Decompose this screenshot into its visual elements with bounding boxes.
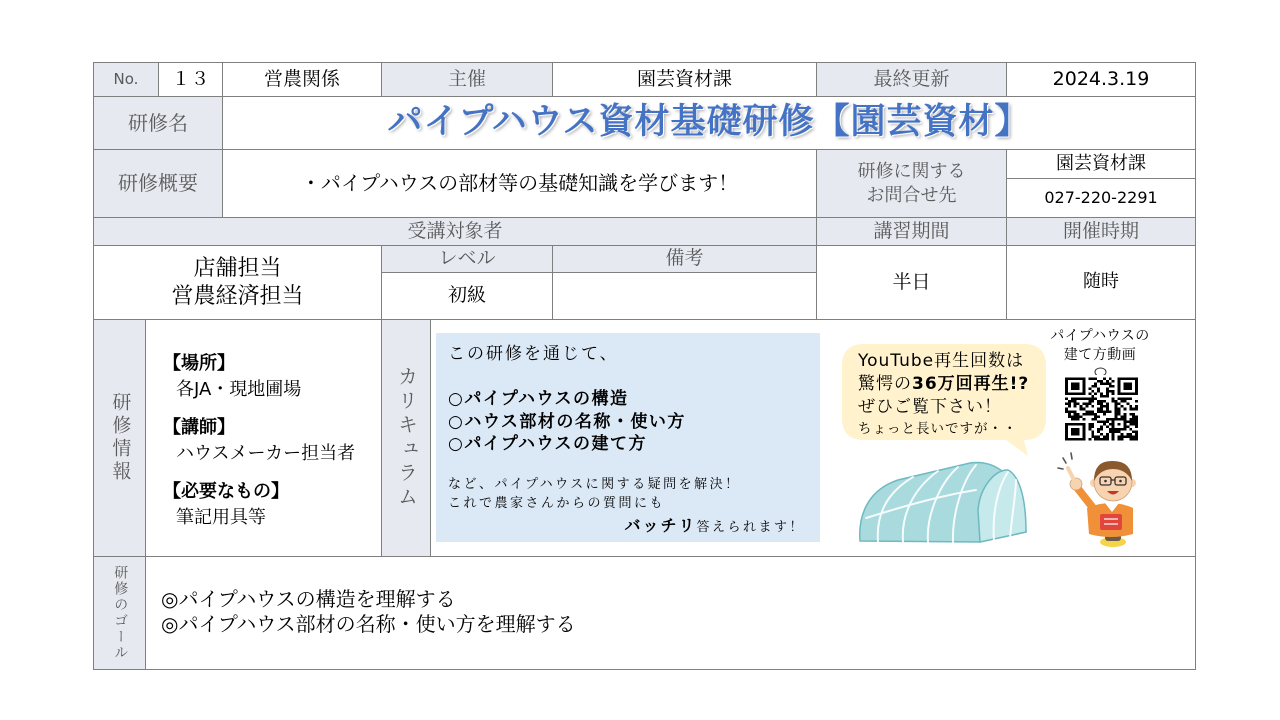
greenhouse-illustration [858,460,1028,543]
attendees-header: 受講対象者 [93,217,817,246]
goal-content [145,556,1196,670]
level-header: レベル [381,245,553,273]
curriculum-label-cell [381,319,431,557]
youtube-speech-bubble [842,344,1046,456]
curriculum-label: カリキュラム [394,366,419,510]
contact-label-line2: お問合せ先 [866,184,957,206]
curriculum-intro: この研修を通じて、 [448,344,619,364]
video-label-line1: パイプハウスの [1050,328,1150,344]
organizer-value: 園芸資材課 [552,62,817,97]
bubble-line-prefix: 驚愕の [858,374,912,394]
summary-value: ・パイプハウスの部材等の基礎知識を学びます！ [222,149,817,218]
training-name-label: 研修名 [93,96,223,150]
category-value: 営農関係 [222,62,382,97]
bubble-text [842,344,1029,439]
presenter-finger [1068,468,1074,480]
curriculum-note: これで農家さんからの質問にも [448,495,666,511]
curriculum-item: ○パイプハウスの構造 [448,389,629,409]
level-value: 初級 [381,272,553,320]
curriculum-note-final [448,515,805,538]
curriculum-note: など、パイプハウスに関する疑問を解決！ [448,476,741,492]
info-value: ハウスメーカー担当者 [176,443,356,464]
period-header: 講習期間 [816,217,1007,246]
video-label-line2: 建て方動画 [1063,347,1137,363]
bubble-line [858,373,1029,396]
no-value: １３ [158,62,223,97]
attendees-targets [93,245,382,320]
curriculum-content [430,319,1196,557]
goal-item: ◎パイプハウス部材の名称・使い方を理解する [161,612,576,636]
bubble-line: ちょっと長いですが・・ [858,421,1018,437]
timing-header: 開催時期 [1006,217,1196,246]
exclamation-marks [1058,453,1072,469]
info-value: 筆記用具等 [176,507,266,528]
info-instructor [163,415,381,467]
info-heading: 【講師】 [163,417,235,438]
qr-code [1062,375,1141,443]
target-item: 店舗担当 [193,255,282,281]
presenter-illustration [1055,450,1145,548]
timing-value: 随時 [1006,245,1196,320]
goal-label-cell [93,556,146,670]
summary-label: 研修概要 [93,149,223,218]
contact-label [816,149,1007,218]
period-value: 半日 [816,245,1007,320]
contact-label-line1: 研修に関する [857,160,966,182]
note-value [552,272,817,320]
bubble-line: ぜひご覧下さい！ [858,397,1002,417]
info-value: 各JA・現地圃場 [176,379,302,400]
training-title: パイプハウス資材基礎研修【園芸資材】 [387,102,1031,143]
contact-phone: 027-220-2291 [1006,178,1196,218]
view-count: 36万回再生!? [912,374,1030,394]
no-label: No. [93,62,159,97]
info-content [145,319,382,557]
goal-label: 研修のゴール [112,565,129,661]
curriculum-list [448,388,805,456]
info-location [163,351,381,403]
curriculum-note-bold: バッチリ [624,515,697,535]
curriculum-note-tail: 答えられます！ [696,519,805,535]
bubble-line: YouTube再生回数は [858,351,1025,371]
organizer-label: 主催 [381,62,553,97]
curriculum-box [436,333,820,542]
training-name-cell [222,96,1196,150]
info-label: 研修情報 [109,392,132,484]
info-requirements [163,479,381,531]
target-item: 営農経済担当 [171,283,304,309]
updated-label: 最終更新 [816,62,1007,97]
updated-value: 2024.3.19 [1006,62,1196,97]
note-header: 備考 [552,245,817,273]
presenter-book [1100,514,1122,530]
curriculum-notes [448,475,805,538]
curriculum-item: ○パイプハウスの建て方 [448,434,647,454]
goal-item: ◎パイプハウスの構造を理解する [161,587,456,611]
info-heading: 【必要なもの】 [163,481,289,502]
curriculum-item: ○ハウス部材の名称・使い方 [448,411,686,432]
info-heading: 【場所】 [163,353,235,374]
info-label-cell [93,319,146,557]
contact-department: 園芸資材課 [1006,149,1196,179]
